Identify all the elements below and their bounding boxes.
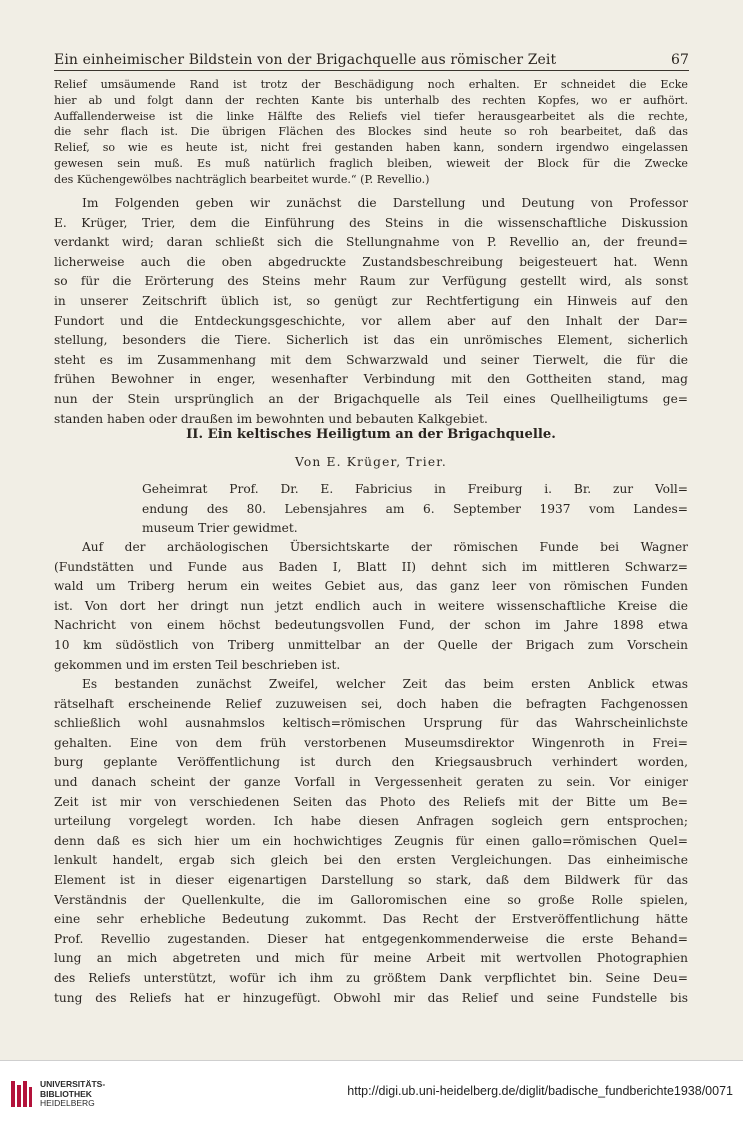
text-line: Element ist in dieser eigenartigen Darstellung so stark, daß dem Bildwerk für das [54, 872, 688, 887]
text-line: verdankt wird; daran schließt sich die Stellungnahme von P. Revellio an, der freund= [54, 235, 688, 250]
text-line: des Reliefs unterstützt, wofür ich ihm zu größtem Dank verpflichtet bin. Seine Deu= [54, 970, 688, 985]
text-line: Prof. Revellio zugestanden. Dieser hat entgegenkommenderweise die erste Behand= [54, 931, 688, 946]
text-line: tung des Reliefs hat er hinzugefügt. Obwohl mir das Relief und seine Fundstelle bis [54, 990, 688, 1005]
text-line: in unserer Zeitschrift üblich ist, so genügt zur Rechtfertigung ein Hinweis auf den [54, 293, 688, 308]
footnote-block [54, 77, 688, 188]
section-byline: Von E. Krüger, Trier. [294, 455, 448, 469]
footnote-line: Relief umsäumende Rand ist trotz der Beschädigung noch erhalten. Er schneidet die Ecke [54, 78, 688, 91]
footnote-line: hier ab und folgt dann der rechten Kante bis unterhalb des rechten Kopfes, wo er aufhört. [54, 93, 688, 107]
text-line: Es bestanden zunächst Zweifel, welcher Zeit das beim ersten Anblick etwas [82, 677, 688, 691]
text-line: (Fundstätten und Funde aus Baden I, Blatt II) dehnt sich im mittleren Schwarz= [54, 559, 688, 574]
text-line: urteilung vorgelegt worden. Ich habe diesen Anfragen sogleich gern entsprochen; [54, 814, 688, 829]
page-number: 67 [670, 52, 689, 68]
section-heading: II. Ein keltisches Heiligtum an der Brigachquelle. [186, 427, 556, 442]
text-line: Geheimrat Prof. Dr. E. Fabricius in Freiburg i. Br. zur Voll= [142, 482, 688, 496]
permalink-url[interactable]: http://digi.ub.uni-heidelberg.de/diglit/badische_fundberichte1938/0071 [347, 1084, 733, 1098]
text-line: E. Krüger, Trier, dem die Einführung des Steins in die wissenschaftliche Diskussion [54, 215, 688, 230]
text-line: burg geplante Veröffentlichung ist durch den Kriegsausbruch verhindert worden, [54, 755, 688, 770]
text-line: wald um Triberg herum ein weites Gebiet aus, das ganz leer von römischen Funden [54, 579, 688, 594]
logo-line: BIBLIOTHEK [40, 1088, 92, 1099]
text-line: 10 km südöstlich von Triberg unmittelbar an der Quelle der Brigach zum Vorschein [54, 637, 688, 652]
text-line: steht es im Zusammenhang mit dem Schwarzwald und seiner Tierwelt, die für die [54, 352, 688, 367]
footnote-line: Relief, so wie es heute ist, nicht frei gestanden haben kann, sondern irgendwo eingelassen [54, 141, 688, 155]
text-line: schließlich wohl ausnahmslos keltisch=römischen Ursprung für das Wahrscheinlichste [54, 716, 688, 731]
text-line: Im Folgenden geben wir zunächst die Darstellung und Deutung von Professor [82, 196, 688, 210]
library-logo-text [40, 1080, 105, 1109]
footnote-line: Auffallenderweise ist die linke Hälfte des Reliefs viel tiefer herausgearbeitet als die rechte, [54, 109, 688, 123]
university-library-logo-icon [8, 1078, 34, 1110]
dedication [54, 480, 688, 539]
text-line: Nachricht von einem höchst bedeutungsvollen Fund, der schon im Jahre 1898 etwa [54, 618, 688, 633]
footnote-line: des Küchengewölbes nachträglich bearbeitet wurde.“ (P. Revellio.) [54, 172, 430, 186]
text-line: gehalten. Eine von dem früh verstorbenen Museumsdirektor Wingenroth in Frei= [54, 735, 688, 750]
text-line: Auf der archäologischen Übersichtskarte der römischen Funde bei Wagner [82, 540, 688, 554]
text-line: stellung, besonders die Tiere. Sicherlich ist das ein unrömisches Element, sicherlich [54, 333, 688, 348]
text-line: nun der Stein ursprünglich an der Brigachquelle als Teil eines Quellheiligtums ge= [54, 391, 688, 406]
paragraph-wagner [54, 538, 688, 675]
text-line: lung an mich abgetreten und mich für meine Arbeit mit wertvollen Photographien [54, 951, 688, 966]
text-line: gekommen und im ersten Teil beschrieben ist. [54, 657, 341, 672]
running-head [54, 44, 689, 68]
text-line: licherweise auch die oben abgedruckte Zustandsbeschreibung beigesteuert hat. Wenn [54, 254, 688, 269]
running-title: Ein einheimischer Bildstein von der Brigachquelle aus römischer Zeit [54, 52, 557, 68]
paragraph-intro [54, 194, 688, 429]
text-line: lenkult handelt, ergab sich gleich bei den ersten Vergleichungen. Das einheimische [54, 853, 688, 868]
text-line: Fundort und die Entdeckungsgeschichte, vor allem aber auf den Inhalt der Dar= [54, 313, 688, 328]
text-line: standen haben oder draußen im bewohnten und bebauten Kalkgebiet. [54, 411, 488, 426]
header-rule [54, 70, 689, 71]
text-line: Zeit ist mir von verschiedenen Seiten das Photo des Reliefs mit der Bitte um Be= [54, 794, 688, 809]
logo-line: HEIDELBERG [40, 1098, 95, 1108]
paragraph-zweifel [54, 675, 688, 1008]
text-line: frühen Bewohner in enger, wesenhafter Verbindung mit den Gottheiten stand, mag [54, 372, 688, 387]
footnote-line: die sehr flach ist. Die übrigen Flächen des Blockes sind heute so roh bearbeitet, daß das [54, 125, 688, 139]
text-line: museum Trier gewidmet. [142, 521, 298, 536]
text-line: eine sehr erhebliche Bedeutung zukommt. Das Recht der Erstveröffentlichung hätte [54, 912, 688, 927]
footnote-line: gewesen sein muß. Es muß natürlich fraglich bleiben, wieweit der Block für die Zwecke [54, 156, 688, 170]
text-line: Verständnis der Quellenkulte, die im Galloromischen eine so große Rolle spielen, [54, 892, 688, 907]
text-line: so für die Erörterung des Steins mehr Raum zur Verfügung gestellt wird, als sonst [54, 274, 688, 289]
text-line: denn daß es sich hier um ein hochwichtiges Zeugnis für einen gallo=römischen Quel= [54, 833, 688, 848]
text-line: und danach scheint der ganze Vorfall in Vergessenheit geraten zu sein. Vor einiger [54, 774, 688, 789]
viewer-footer [0, 1060, 743, 1126]
text-line: endung des 80. Lebensjahres am 6. September 1937 vom Landes= [142, 501, 688, 516]
logo-line: UNIVERSITÄTS- [40, 1079, 106, 1089]
text-line: rätselhaft erscheinende Relief zuzuweisen sei, doch haben die befragten Fachgenossen [54, 696, 688, 711]
text-line: ist. Von dort her dringt nun jetzt endlich auch in weitere wissenschaftliche Kreise die [54, 598, 688, 613]
